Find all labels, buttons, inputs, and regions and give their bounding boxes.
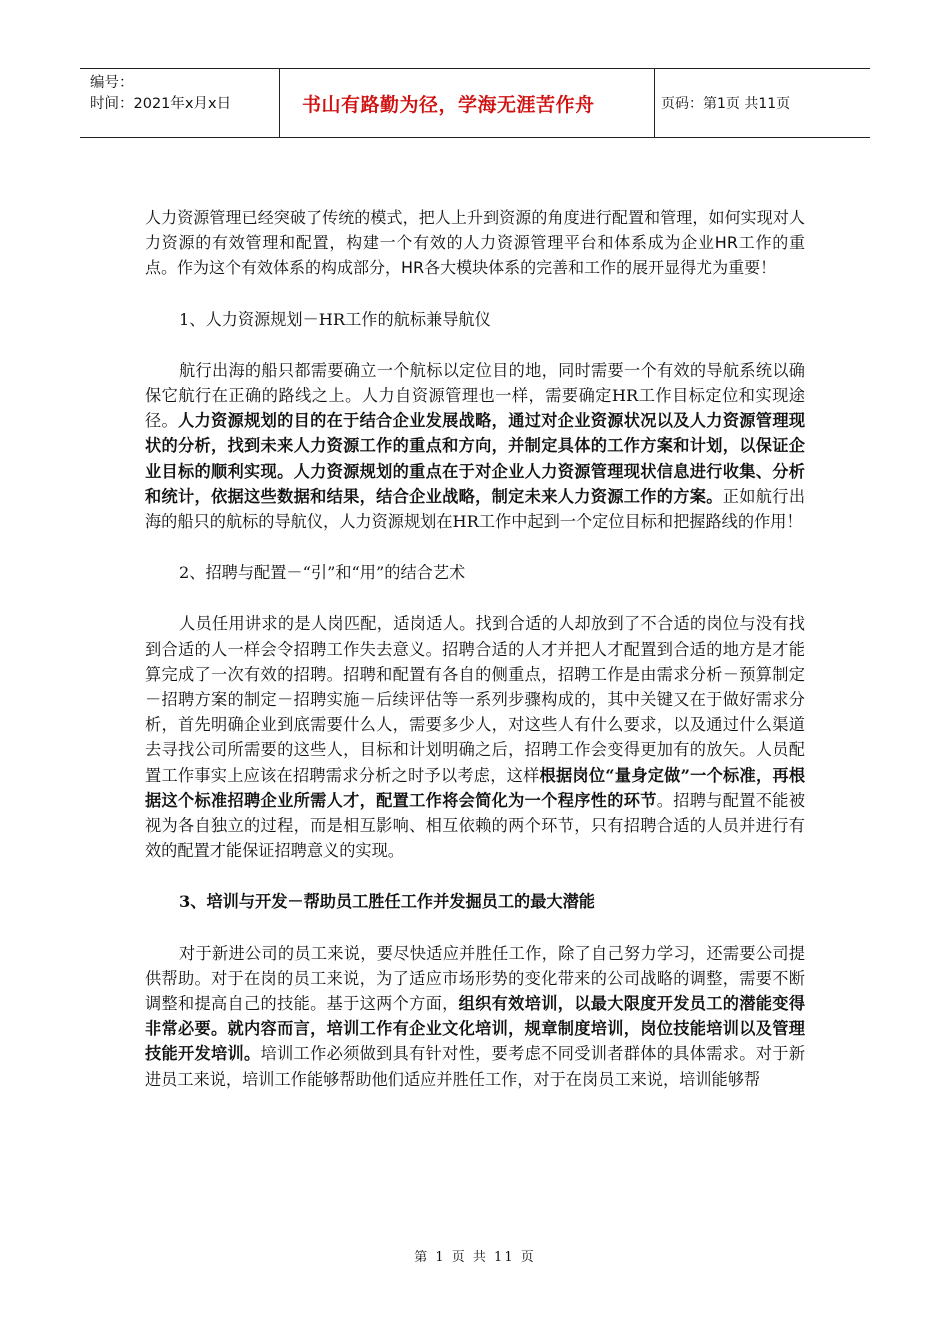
doc-date-label: 时间：2021年x月x日: [90, 96, 232, 112]
section2-text-a: 人员任用讲求的是人岗匹配，适岗适人。找到合适的人却放到了不合适的岗位与没有找到合适的人一样会令招聘工作失去意义。招聘合适的人才并把人才配置到合适的地方是才能算完成了一次有效的招聘。招聘和配置有各自的侧重点，招聘工作是由需求分析－预算制定－招聘方案的制定－招聘实施－后续评估等一系列步骤构成的，其中关键又在于做好需求分析，首先明确企业到底需要什么人，需要多少人，对这些人有什么要求，以及通过什么渠道去寻找公司所需要的这些人，目标和计划明确之后，招聘工作会变得更加有的放矢。人员配置工作事实上应该在招聘需求分析之时予以考虑，这样: [145, 614, 805, 785]
section1-text-bold: 人力资源规划的目的在于结合企业发展战略，通过对企业资源状况以及人力资源管理现状的分析，找到未来人力资源工作的重点和方向，并制定具体的工作方案和计划，以保证企业目标的顺利实现。人力资源规划的重点在于对企业人力资源管理现状信息进行收集、分析和统计，依据这些数据和结果，结合企业战略，制定未来人力资源工作的方案。: [145, 411, 806, 506]
section3-text-c: 培训工作必须做到具有针对性，要考虑不同受训者群体的具体需求。对于新进员工来说，培训工作能够帮助他们适应并胜任工作，对于在岗员工来说，培训能够帮: [145, 1044, 806, 1089]
section2-text-c: 。招聘与配置不能被视为各自独立的过程，而是相互影响、相互依赖的两个环节，只有招聘合适的人员并进行有效的配置才能保证招聘意义的实现。: [145, 790, 806, 861]
section2-text-bold: 根据岗位“量身定做”一个标准，再根据这个标准招聘企业所需人才，配置工作将会简化为一个程序性的环节: [145, 765, 806, 810]
header-page-info: 页码：第1页 共11页: [661, 96, 791, 112]
section1-paragraph: [145, 358, 805, 534]
page-header: [80, 68, 870, 138]
section3-text-a: 对于新进公司的员工来说，要尽快适应并胜任工作，除了自己努力学习，还需要公司提供帮助。对于在岗的员工来说，为了适应市场形势的变化带来的公司战略的调整，需要不断调整和提高自己的技能。基于这两个方面，: [145, 943, 805, 1014]
section1-text-a: 航行出海的船只都需要确立一个航标以定位目的地，同时需要一个有效的导航系统以确保它航行在正确的路线之上。人力自资源管理也一样，需要确定HR工作目标定位和实现途径。: [145, 360, 805, 431]
section3-text-bold: 组织有效培训，以最大限度开发员工的潜能变得非常必要。就内容而言，培训工作有企业文化培训，规章制度培训，岗位技能培训以及管理技能开发培训。: [145, 994, 806, 1064]
doc-number-label: 编号：: [90, 75, 134, 91]
section2-heading: 2、招聘与配置－“引”和“用”的结合艺术: [179, 563, 466, 583]
page-footer: 第 1 页 共 11 页: [414, 1250, 536, 1265]
section3-paragraph: [145, 941, 805, 1092]
section3-heading: 3、培训与开发－帮助员工胜任工作并发掘员工的最大潜能: [179, 892, 595, 912]
document-body: [145, 205, 805, 1092]
section2-paragraph: [145, 611, 805, 863]
section1-text-c: 正如航行出海的船只的航标的导航仪，人力资源规划在HR工作中起到一个定位目标和把握路线的作用！: [145, 486, 806, 532]
section1-heading: 1、人力资源规划－HR工作的航标兼导航仪: [179, 309, 491, 329]
intro-paragraph: 人力资源管理已经突破了传统的模式，把人上升到资源的角度进行配置和管理，如何实现对人力资源的有效管理和配置，构建一个有效的人力资源管理平台和体系成为企业HR工作的重点。作为这个有效体系的构成部分，HR各大模块体系的完善和工作的展开显得尤为重要！: [145, 208, 805, 278]
header-meta-cell: [80, 69, 280, 137]
header-motto: 书山有路勤为径，学海无涯苦作舟: [280, 69, 655, 137]
